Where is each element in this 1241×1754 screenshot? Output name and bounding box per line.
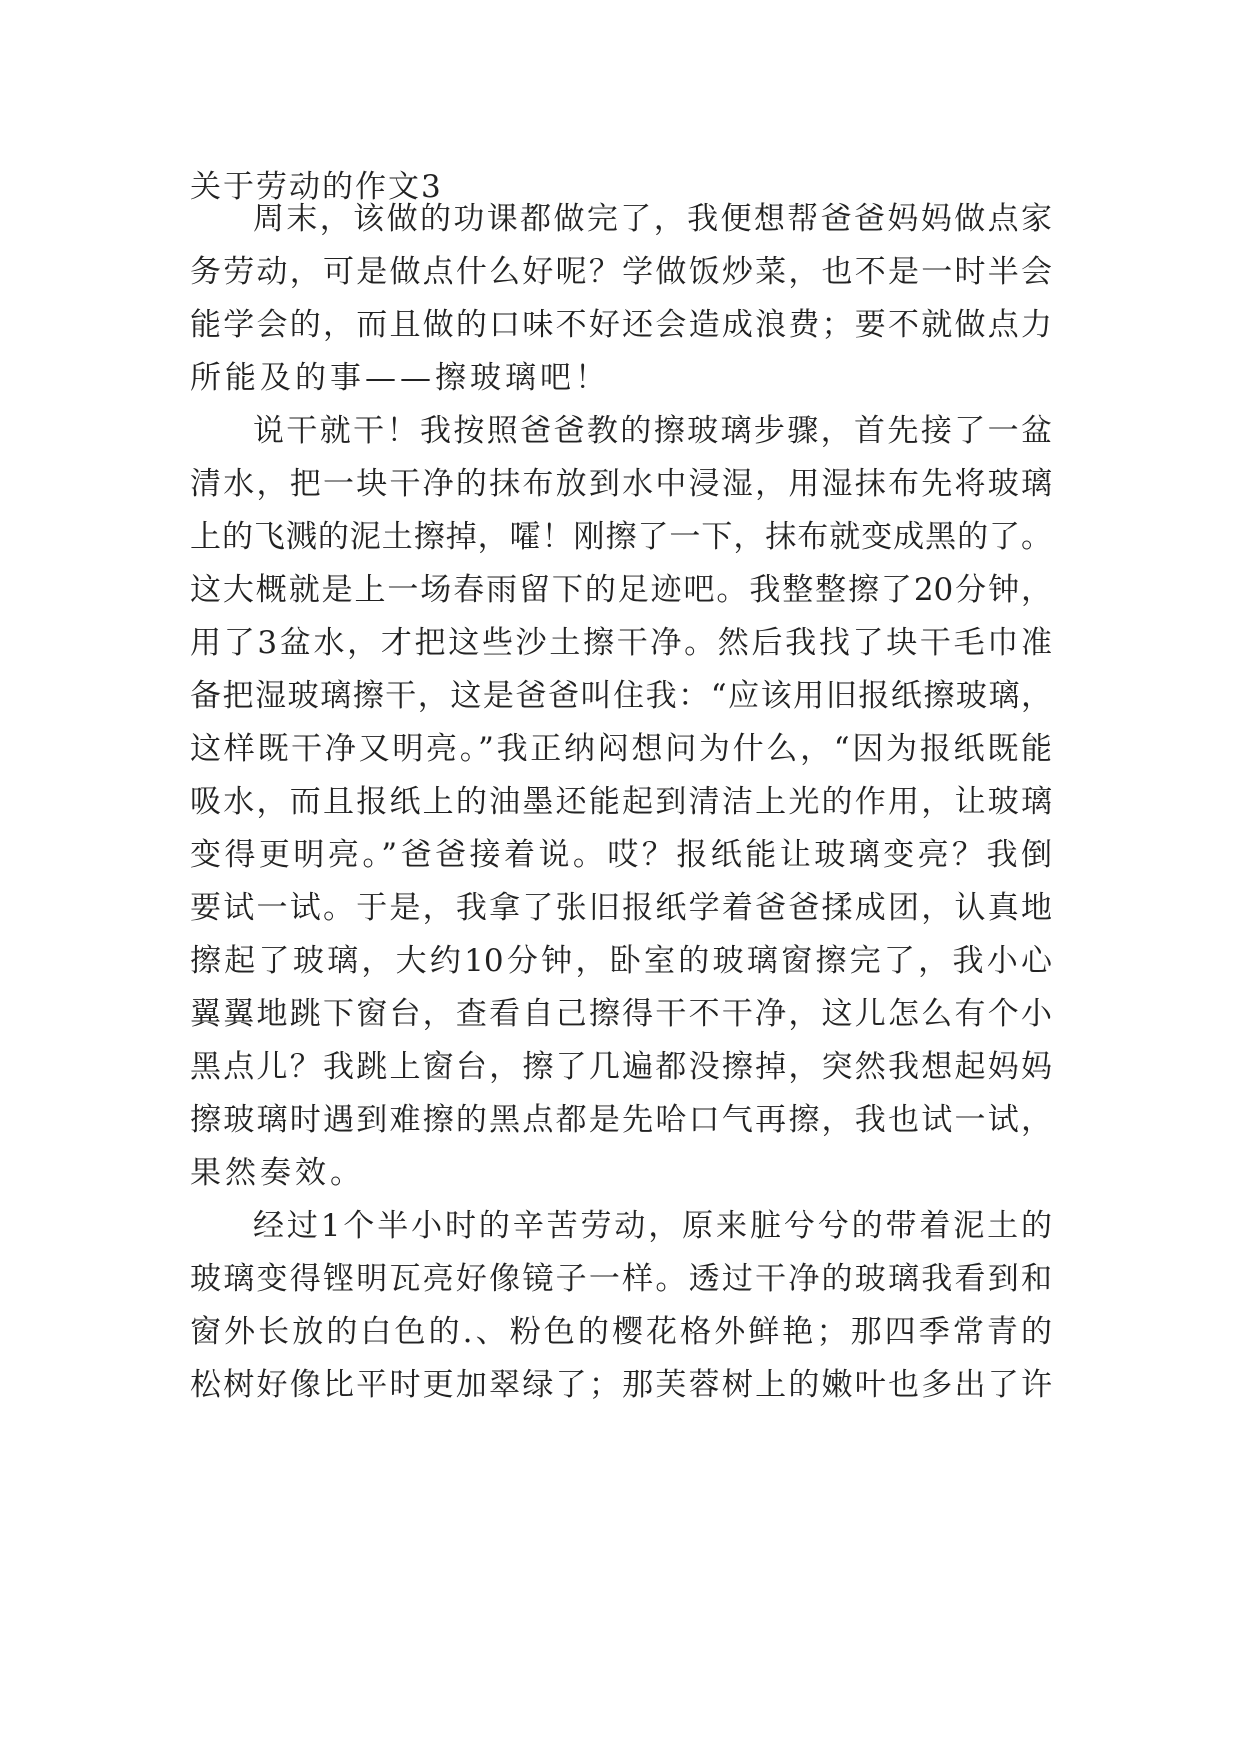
text-line: 所能及的事——擦玻璃吧！ xyxy=(190,360,610,396)
text-line: 窗外长放的白色的.、粉色的樱花格外鲜艳；那四季常青的 xyxy=(190,1314,1052,1350)
text-line: 擦玻璃时遇到难擦的黑点都是先哈口气再擦，我也试一试， xyxy=(190,1102,1052,1138)
text-line: 说干就干！我按照爸爸教的擦玻璃步骤，首先接了一盆 xyxy=(253,413,1052,449)
text-line: 玻璃变得铿明瓦亮好像镜子一样。透过干净的玻璃我看到和 xyxy=(190,1261,1052,1297)
text-line: 黑点儿？我跳上窗台，擦了几遍都没擦掉，突然我想起妈妈 xyxy=(190,1049,1052,1085)
text-line: 用了3盆水，才把这些沙土擦干净。然后我找了块干毛巾准 xyxy=(190,625,1052,661)
text-line: 清水，把一块干净的抹布放到水中浸湿，用湿抹布先将玻璃 xyxy=(190,466,1052,502)
text-line: 变得更明亮。”爸爸接着说。哎？报纸能让玻璃变亮？我倒 xyxy=(190,837,1052,873)
text-line: 松树好像比平时更加翠绿了；那芙蓉树上的嫩叶也多出了许 xyxy=(190,1367,1052,1403)
text-line: 翼翼地跳下窗台，查看自己擦得干不干净，这儿怎么有个小 xyxy=(190,996,1052,1032)
text-line: 能学会的，而且做的口味不好还会造成浪费；要不就做点力 xyxy=(190,307,1052,343)
text-line: 这大概就是上一场春雨留下的足迹吧。我整整擦了20分钟， xyxy=(190,572,1052,608)
text-line: 备把湿玻璃擦干，这是爸爸叫住我：“应该用旧报纸擦玻璃， xyxy=(190,678,1052,714)
text-line: 吸水，而且报纸上的油墨还能起到清洁上光的作用，让玻璃 xyxy=(190,784,1052,820)
text-line: 周末，该做的功课都做完了，我便想帮爸爸妈妈做点家 xyxy=(253,201,1052,237)
document-title: 关于劳动的作文3 xyxy=(190,169,443,205)
text-line: 要试一试。于是，我拿了张旧报纸学着爸爸揉成团，认真地 xyxy=(190,890,1052,926)
text-line: 务劳动，可是做点什么好呢？学做饭炒菜，也不是一时半会 xyxy=(190,254,1052,290)
text-line: 上的飞溅的泥土擦掉，嚯！刚擦了一下，抹布就变成黑的了。 xyxy=(190,519,1052,555)
text-line: 经过1个半小时的辛苦劳动，原来脏兮兮的带着泥土的 xyxy=(253,1208,1052,1244)
text-line: 果然奏效。 xyxy=(190,1155,365,1191)
text-line: 擦起了玻璃，大约10分钟，卧室的玻璃窗擦完了，我小心 xyxy=(190,943,1052,979)
text-line: 这样既干净又明亮。”我正纳闷想问为什么，“因为报纸既能 xyxy=(190,731,1052,767)
